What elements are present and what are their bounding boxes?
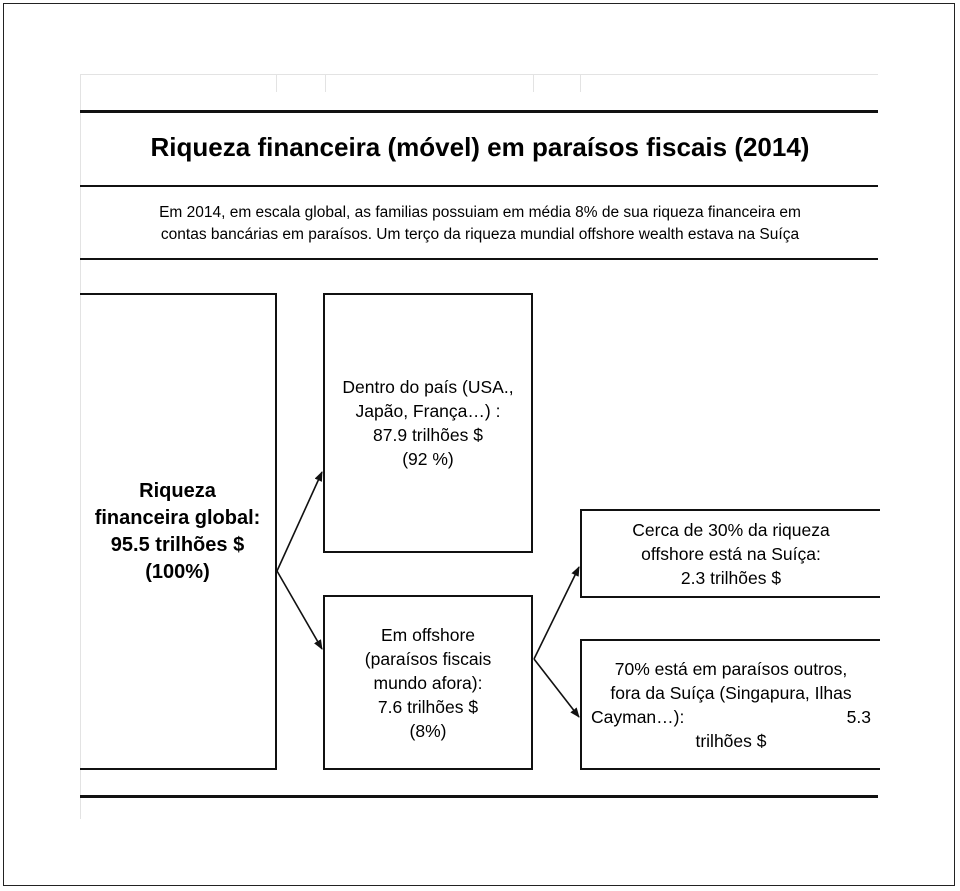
domestic-value: 87.9 trilhões $ — [373, 425, 483, 445]
offshore-percent: (8%) — [409, 720, 447, 741]
arrow-offshore-to-switzerland — [534, 567, 579, 659]
offshore-line-3: mundo afora): — [373, 672, 483, 693]
offshore-line-1: Em offshore — [380, 624, 476, 645]
other-havens-line-2: fora da Suíça (Singapura, Ilhas — [610, 682, 852, 703]
global-wealth-line-2: financeira global: — [94, 506, 261, 529]
chart-title: Riqueza financeira (móvel) em paraísos fiscais (2014) — [150, 132, 810, 162]
global-wealth-percent: (100%) — [145, 560, 210, 583]
flow-arrows — [80, 74, 880, 819]
other-havens-line-3-value: 5.3 — [846, 706, 871, 727]
bottom-rule — [80, 795, 878, 798]
switzerland-line-2: offshore está na Suíça: — [641, 543, 821, 564]
subtitle-line-1: Em 2014, em escala global, as familias possuiam em média 8% de sua riqueza financeira em — [159, 204, 801, 221]
global-wealth-value: 95.5 trilhões $ — [110, 533, 245, 556]
arrow-global-to-offshore — [277, 571, 322, 649]
offshore-line-2: (paraísos fiscais — [364, 648, 492, 669]
offshore-value: 7.6 trilhões $ — [377, 696, 479, 717]
other-havens-unit: trilhões $ — [695, 730, 767, 751]
spreadsheet-area — [80, 74, 880, 819]
domestic-line-2: Japão, França…) : — [355, 401, 501, 421]
domestic-percent: (92 %) — [402, 449, 454, 469]
other-havens-line-3-label: Cayman…): — [591, 706, 685, 727]
subtitle-line-2: contas bancárias em paraísos. Um terço da riqueza mundial offshore wealth estava na Suíça — [160, 226, 800, 243]
switzerland-value: 2.3 trilhões $ — [680, 567, 782, 588]
other-havens-line-1: 70% está em paraísos outros, — [614, 658, 848, 679]
arrow-global-to-domestic — [277, 472, 322, 571]
arrow-offshore-to-others — [534, 659, 579, 717]
domestic-line-1: Dentro do país (USA., — [342, 377, 514, 397]
global-wealth-line-1: Riqueza — [139, 479, 216, 502]
switzerland-line-1: Cerca de 30% da riqueza — [632, 519, 830, 540]
